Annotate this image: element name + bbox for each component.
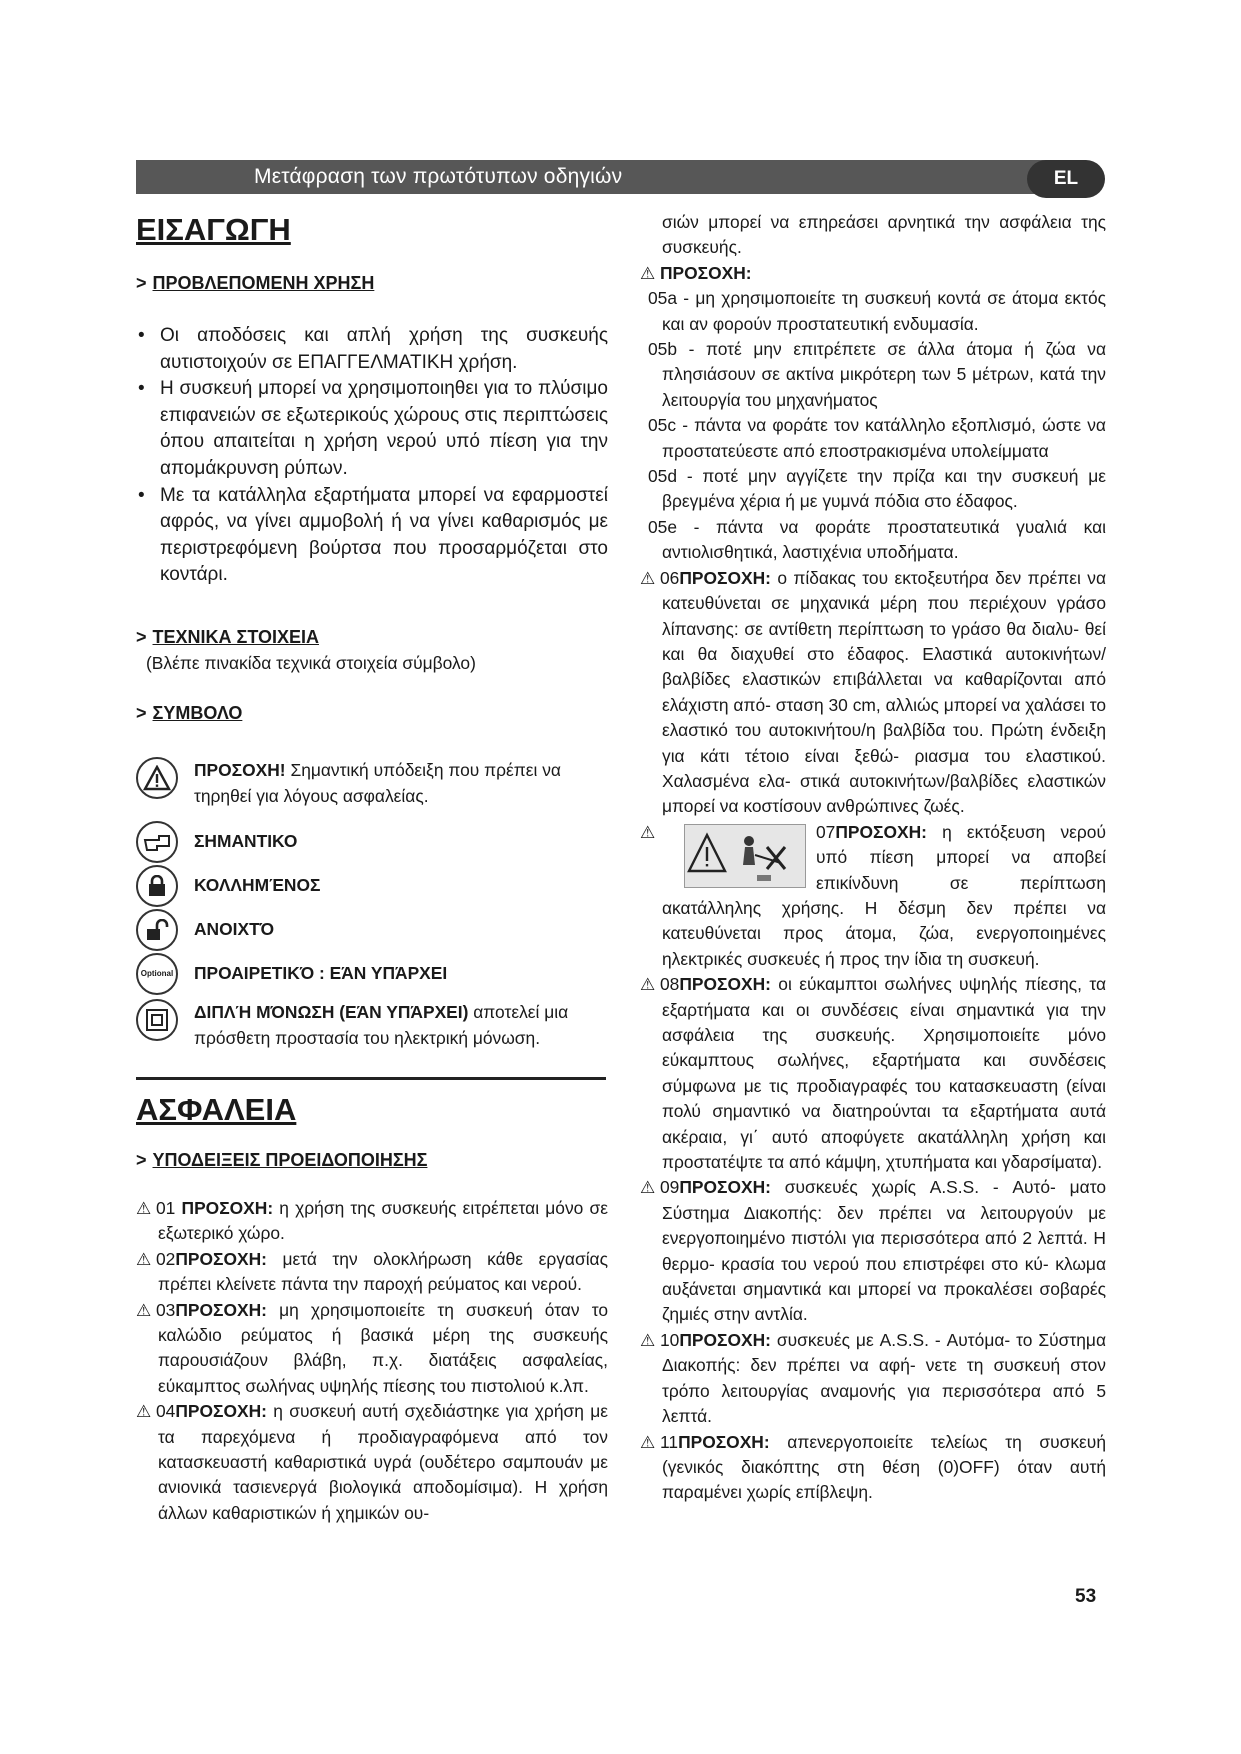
intended-use-heading: > ΠΡΟΒΛΕΠΟΜΕΝΗ ΧΡΗΣΗ bbox=[136, 273, 375, 293]
warning-icon: ⚠ bbox=[640, 1330, 656, 1350]
warning-icon: ⚠ bbox=[640, 822, 656, 842]
warning-08: ⚠ 08ΠΡΟΣΟΧΗ: οι εύκαμπτοι σωλήνες υψηλής πίεσης, τα εξαρτήματα και οι συνδέσεις είναι σημαντικά για την ασφάλεια της συσκευής. Χρησιμοποιείτε μόνο εύκαμπτους σωλήνες, εξαρτήματα και συνδέσεις σύμφωνα με τις προδιαγραφές του κατασκευαστη (είναι πολύ σημαντικό να διατηρούνται τα εξαρτήματα αυτά ακέραια, γι΄ αυτό αποφύγετε ακατάλληλη χρήση και προστατέψτε τα από κάμψη, χτυπήματα και γδαρσίματα). bbox=[640, 974, 1106, 1173]
warning-05b: 05b - ποτέ μην επιτρέπετε σε άλλα άτομα ή ζώα να πλησιάσουν σε ακτίνα μικρότερη των 5 μέτρων, κατά την λειτουργία του μηχανήματος bbox=[648, 339, 1106, 410]
double-insulation-icon bbox=[136, 999, 178, 1041]
warning-05a: 05a - μη χρησιμοποιείτε τη συσκευή κοντά σε άτομα εκτός και αν φορούν προστατευτική ενδυμασία. bbox=[648, 288, 1106, 334]
warning-04: ⚠ 04ΠΡΟΣΟΧΗ: η συσκευή αυτή σχεδιάστηκε για χρήση με τα παρεχόμενα ή προδιαγραφόμενα από τον κατασκευαστή καθαριστικά υγρά (ουδέτερο σαμπουάν με ανιονικά τασιενεργά βιολογικά αποδομίσιμα). Η χρήση άλλων καθαριστικών ή χημικών ου- bbox=[136, 1401, 608, 1523]
warnings-list-left bbox=[136, 1196, 608, 1526]
symbol-open: ΑΝΟΙΧΤΌ bbox=[136, 909, 608, 949]
tech-data-heading: > ΤΕΧΝΙΚΑ ΣΤΟΙΧΕΙΑ bbox=[136, 626, 320, 647]
warning-icon bbox=[136, 757, 178, 799]
symbol-warning: ΠΡΟΣΟΧΗ! Σημαντική υπόδειξη που πρέπει να τηρηθεί για λόγους ασφαλείας. bbox=[136, 757, 608, 813]
warning-09: ⚠ 09ΠΡΟΣΟΧΗ: συσκευές χωρίς A.S.S. - Αυτό- ματο Σύστημα Διακοπής: δεν πρέπει να λειτουργούν με ενεργοποιημένο πιστόλι για περισσότερα από 2 λεπτά. Η θερμο- κρασία του νερού που επιστρέφει στο κύ- κλωμα αυξάνεται σημαντικά και μπορεί να προκαλέσει σοβαρές ζημιές στην αντλία. bbox=[640, 1177, 1106, 1325]
warning-11: ⚠ 11ΠΡΟΣΟΧΗ: απενεργοποιείτε τελείως τη συσκευή (γενικός διακόπτης στη θέση (0)OFF) όταν αυτή παραμένει χωρίς επίβλεψη. bbox=[640, 1431, 1106, 1503]
warning-05e: 05e - πάντα να φοράτε προστατευτικά γυαλιά και αντιολισθητικά, λαστιχένια υποδήματα. bbox=[648, 516, 1106, 563]
language-badge: EL bbox=[1027, 160, 1105, 198]
tech-data-note: (Βλέπε πινακίδα τεχνικά στοιχεία σύμβολο) bbox=[146, 652, 476, 673]
header-title: Μετάφραση των πρωτότυπων οδηγιών bbox=[254, 165, 623, 188]
warning-icon: ⚠ bbox=[136, 1402, 152, 1422]
warning-05-heading: ⚠ ΠΡΟΣΟΧΗ: bbox=[640, 261, 1106, 286]
pointing-hand-icon bbox=[136, 821, 178, 863]
warning-05c: 05c - πάντα να φοράτε τον κατάλληλο εξοπλισμό, ώστε να προστατεύεστε από εποστρακισμένα υπολείμματα bbox=[648, 415, 1106, 461]
warning-icon: ⚠ bbox=[640, 975, 656, 995]
section-divider bbox=[136, 1077, 606, 1080]
warning-07: ⚠ 07ΠΡΟΣΟΧΗ: η εκτόξευση νερού υπό πίεση μπορεί να αποβεί επικίνδυνη σε περίπτωση ακατάλληλης χρήσης. Η δέσμη δεν πρέπει να κατευθύνεται προς άτομα, ζώα, ενεργοποιημένες ηλεκτρικές συσκευές ή προς την ίδια τη συσκευή. bbox=[640, 821, 1106, 969]
warning-05d: 05d - ποτέ μην αγγίζετε την πρίζα και την συσκευή με βρεγμένα χέρια ή με γυμνά πόδια στο έδαφος. bbox=[648, 466, 1106, 512]
lock-open-icon bbox=[136, 909, 178, 951]
symbol-heading: > ΣΥΜΒΟΛΟ bbox=[136, 702, 243, 723]
lock-closed-icon bbox=[136, 865, 178, 907]
warning-04-continued: σιών μπορεί να επηρεάσει αρνητικά την ασφάλεια της συσκευής. bbox=[662, 212, 1106, 258]
warning-icon: ⚠ bbox=[640, 1432, 656, 1452]
list-item: • Οι αποδόσεις και απλή χρήση της συσκευής αυτιστοιχούν σε ΕΠΑΓΓΕΛΜΑΤΙΚΗ χρήση. bbox=[136, 323, 608, 376]
warning-icon: ⚠ bbox=[136, 1300, 152, 1320]
list-item: • Με τα κατάλληλα εξαρτήματα μπορεί να εφαρμοστεί αφρός, να γίνει αμμοβολή ή να γίνει καθαρισμός με περιστρεφόμενη βούρτσα που προσαρμόζεται στο κοντάρι. bbox=[136, 483, 608, 589]
symbol-optional: Optional ΠΡΟΑΙΡΕΤΙΚΌ : ΕΆΝ ΥΠΆΡΧΕΙ bbox=[136, 953, 608, 993]
warning-icon: ⚠ bbox=[136, 1198, 152, 1218]
page-number: 53 bbox=[1075, 1586, 1097, 1607]
warning-06: ⚠ 06ΠΡΟΣΟΧΗ: ο πίδακας του εκτοξευτήρα δεν πρέπει να κατευθύνεται σε μηχανικά μέρη που περιέχουν γράσο λίπανσης: σε αντίθετη περίπτωση το γράσο θα διαλυ- θεί και θα διαχυθεί στο έδαφος. Ελαστικά αυτοκινήτων/βαλβίδες ελαστικών επιβάλλεται να καθαρίζονται από ελάχιστη από- σταση 30 cm, αλλιώς μπορεί να χαλάσει το ελαστικό του αυτοκινήτου/η βαλβίδα του. Πρώτη ένδειξη για κάτι τέτοιο είναι ξεθώ- ριασμα του ελαστικού. Χαλασμένα ελα- στικά αυτοκινήτων/βαλβίδες ελαστικών μπορεί να κοστίσουν ανθρώπινες ζωές. bbox=[640, 567, 1106, 817]
right-column bbox=[640, 210, 1106, 1506]
spray-hazard-pictogram bbox=[684, 824, 806, 888]
warning-icon: ⚠ bbox=[136, 1249, 152, 1269]
left-column bbox=[136, 210, 608, 1526]
optional-icon: Optional bbox=[136, 953, 178, 995]
warning-03: ⚠ 03ΠΡΟΣΟΧΗ: μη χρησιμοποιείτε τη συσκευή όταν το καλώδιο ρεύματος ή βασικά μέρη της συσκευής παρουσιάζουν βλάβη, π.χ. διατάξεις ασφαλείας, εύκαμπτος σωλήνας υψηλής πίεσης του πιστολιού κ.λπ. bbox=[136, 1299, 608, 1396]
warning-02: ⚠ 02ΠΡΟΣΟΧΗ: μετά την ολοκλήρωση κάθε εργασίας πρέπει κλείνετε πάντα την παροχή ρεύματος και νερού. bbox=[136, 1248, 608, 1295]
warning-icon: ⚠ bbox=[640, 263, 656, 283]
symbol-locked: ΚΟΛΛΗΜΈΝΟΣ bbox=[136, 865, 608, 905]
list-item: • Η συσκευή μπορεί να χρησιμοποιηθει για το πλύσιμο επιφανειών σε εξωτερικούς χώρους στις περιπτώσεις όπου απαιτείται η χρήση νερού υπό πίεση για την απομάκρυνση ρύπων. bbox=[136, 376, 608, 482]
symbol-double-insulation: ΔΙΠΛΉ ΜΌΝΩΣΗ (ΕΆΝ ΥΠΆΡΧΕΙ) αποτελεί μια πρόσθετη προστασία του ηλεκτρική μόνωση. bbox=[136, 999, 608, 1055]
symbol-important: ΣΗΜΑΝΤΙΚΟ bbox=[136, 821, 608, 861]
safety-title: ΑΣΦΑΛΕΙΑ bbox=[136, 1091, 297, 1127]
warnings-heading: > ΥΠΟΔΕΙΞΕΙΣ ΠΡΟΕΙΔΟΠΟΙΗΣΗΣ bbox=[136, 1149, 428, 1170]
intro-title: ΕΙΣΑΓΩΓΗ bbox=[136, 212, 291, 247]
warning-01: ⚠ 01 ΠΡΟΣΟΧΗ: η χρήση της συσκευής ειτρέπεται μόνο σε εξωτερικό χώρο. bbox=[136, 1197, 608, 1244]
intended-use-list bbox=[136, 323, 608, 589]
warning-10: ⚠ 10ΠΡΟΣΟΧΗ: συσκευές με A.S.S. - Αυτόμα- το Σύστημα Διακοπής: δεν πρέπει να αφή- νετε τη συσκευή στον τρόπο λειτουργίας αναμονής για περισσότερα από 5 λεπτά. bbox=[640, 1329, 1106, 1427]
header-bar bbox=[136, 160, 1056, 194]
symbol-list bbox=[136, 757, 608, 1055]
warning-icon: ⚠ bbox=[640, 1178, 656, 1198]
warning-icon: ⚠ bbox=[640, 568, 656, 588]
